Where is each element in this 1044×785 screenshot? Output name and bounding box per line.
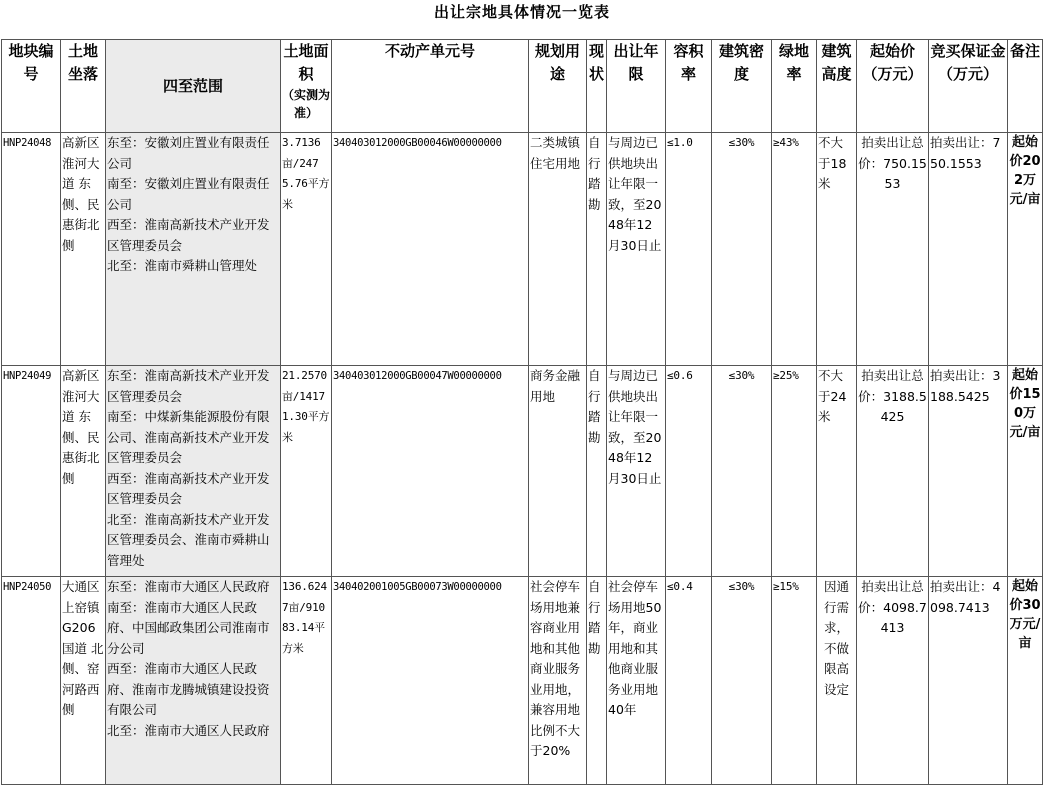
boundary-east: 东至：安徽刘庄置业有限责任公司 xyxy=(107,135,270,171)
cell-term: 与周边已供地块出让年限一致，至2048年12月30日止 xyxy=(607,366,666,577)
header-height: 建筑高度 xyxy=(817,40,857,133)
header-unit-no: 不动产单元号 xyxy=(332,40,529,133)
boundary-west: 西至：淮南高新技术产业开发区管理委员会 xyxy=(107,217,270,253)
cell-unit-no: 340403012000GB00046W00000000 xyxy=(332,133,529,366)
cell-boundary xyxy=(106,577,281,785)
cell-green: ≥15% xyxy=(772,577,817,785)
cell-area: 136.6247亩/91083.14平方米 xyxy=(281,577,332,785)
cell-use: 二类城镇住宅用地 xyxy=(529,133,587,366)
cell-deposit: 拍卖出让：750.1553 xyxy=(929,133,1008,366)
cell-status: 自行踏勘 xyxy=(587,577,607,785)
header-start-price: 起始价（万元） xyxy=(857,40,929,133)
page-title: 出让宗地具体情况一览表 xyxy=(433,3,610,21)
cell-height: 因通行需求，不做限高设定 xyxy=(817,577,857,785)
cell-height: 不大于24米 xyxy=(817,366,857,577)
boundary-east: 东至：淮南高新技术产业开发区管理委员会 xyxy=(107,368,270,404)
cell-location: 高新区淮河大道 东侧、民惠街北侧 xyxy=(61,366,106,577)
cell-parcel-no: HNP24050 xyxy=(2,577,61,785)
cell-far: ≤1.0 xyxy=(666,133,712,366)
cell-remark: 起始价150万元/亩 xyxy=(1008,366,1043,577)
table-row xyxy=(2,366,1043,577)
cell-location: 大通区上窑镇G206国道 北侧、窑河路西侧 xyxy=(61,577,106,785)
cell-term: 社会停车场用地50年，商业用地和其他商业服务业用地40年 xyxy=(607,577,666,785)
cell-green: ≥25% xyxy=(772,366,817,577)
cell-start-price: 拍卖出让总价：750.1553 xyxy=(857,133,929,366)
cell-deposit: 拍卖出让：3188.5425 xyxy=(929,366,1008,577)
cell-height: 不大于18米 xyxy=(817,133,857,366)
cell-start-price: 拍卖出让总价：3188.5425 xyxy=(857,366,929,577)
boundary-south: 南至：中煤新集能源股份有限公司、淮南高新技术产业开发区管理委员会 xyxy=(107,409,270,465)
table-row xyxy=(2,133,1043,366)
cell-remark: 起始价30万元/亩 xyxy=(1008,577,1043,785)
boundary-south: 南至：淮南市大通区人民政府、中国邮政集团公司淮南市分公司 xyxy=(107,599,270,656)
cell-boundary xyxy=(106,133,281,366)
header-location: 土地坐落 xyxy=(61,40,106,133)
header-use: 规划用途 xyxy=(529,40,587,133)
boundary-west: 西至：淮南市大通区人民政府、淮南市龙腾城镇建设投资有限公司 xyxy=(107,661,270,717)
cell-parcel-no: HNP24049 xyxy=(2,366,61,577)
cell-use: 社会停车场用地兼容商业用地和其他商业服务业用地，兼容用地比例不大于20% xyxy=(529,577,587,785)
boundary-north: 北至：淮南市舜耕山管理处 xyxy=(107,258,258,273)
cell-location: 高新区淮河大道 东侧、民惠街北侧 xyxy=(61,133,106,366)
header-deposit: 竞买保证金（万元） xyxy=(929,40,1008,133)
header-parcel-no: 地块编号 xyxy=(2,40,61,133)
cell-term: 与周边已供地块出让年限一致，至2048年12月30日止 xyxy=(607,133,666,366)
header-density: 建筑密度 xyxy=(712,40,772,133)
cell-far: ≤0.6 xyxy=(666,366,712,577)
cell-unit-no: 340402001005GB00073W00000000 xyxy=(332,577,529,785)
cell-density: ≤30% xyxy=(712,133,772,366)
boundary-north: 北至：淮南市大通区人民政府 xyxy=(107,722,270,738)
cell-status: 自行踏勘 xyxy=(587,133,607,366)
cell-density: ≤30% xyxy=(712,366,772,577)
cell-remark: 起始价202万元/亩 xyxy=(1008,133,1043,366)
land-parcel-table xyxy=(1,39,1043,785)
header-status: 现状 xyxy=(587,40,607,133)
cell-start-price: 拍卖出让总价：4098.7413 xyxy=(857,577,929,785)
cell-area: 21.2570亩/14171.30平方米 xyxy=(281,366,332,577)
cell-parcel-no: HNP24048 xyxy=(2,133,61,366)
header-row xyxy=(2,40,1043,133)
cell-unit-no: 340403012000GB00047W00000000 xyxy=(332,366,529,577)
boundary-north: 北至：淮南高新技术产业开发区管理委员会、淮南市舜耕山管理处 xyxy=(107,511,270,568)
header-remark: 备注 xyxy=(1008,40,1043,133)
cell-use: 商务金融用地 xyxy=(529,366,587,577)
header-term: 出让年限 xyxy=(607,40,666,133)
header-area xyxy=(281,40,332,133)
cell-density: ≤30% xyxy=(712,577,772,785)
cell-deposit: 拍卖出让：4098.7413 xyxy=(929,577,1008,785)
boundary-west: 西至：淮南高新技术产业开发区管理委员会 xyxy=(107,470,270,506)
cell-area: 3.7136亩/2475.76平方米 xyxy=(281,133,332,366)
header-area-label: 土地面积 xyxy=(283,42,329,83)
header-green: 绿地率 xyxy=(772,40,817,133)
header-boundary: 四至范围 xyxy=(106,40,281,133)
cell-boundary xyxy=(106,366,281,577)
cell-far: ≤0.4 xyxy=(666,577,712,785)
boundary-east: 东至：淮南市大通区人民政府 xyxy=(107,579,270,594)
header-area-note: （实测为准） xyxy=(282,88,331,120)
header-far: 容积率 xyxy=(666,40,712,133)
boundary-south: 南至：安徽刘庄置业有限责任公司 xyxy=(107,176,270,212)
cell-green: ≥43% xyxy=(772,133,817,366)
cell-status: 自行踏勘 xyxy=(587,366,607,577)
table-row xyxy=(2,577,1043,785)
